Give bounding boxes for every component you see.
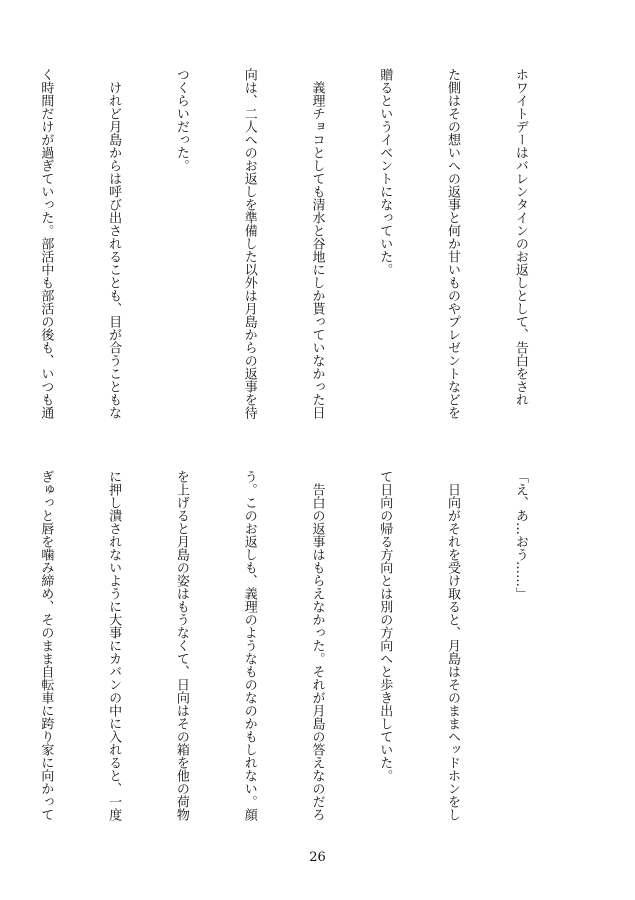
text-line: 向は、二人へのお返しを準備した以外は月島からの返事を待 (241, 68, 257, 419)
text-line: た側はその想いへの返事と何か甘いものやプレゼントなどを (445, 68, 461, 419)
text-line: 告白の返事はもらえなかった。それが月島の答えなのだろ (309, 470, 325, 821)
text-line: 贈るというイベントになっていた。 (377, 68, 393, 276)
text-line: に押し潰されないように大事にカバンの中に入れると、一度 (106, 470, 122, 821)
text-line: ホワイトデーはバレンタインのお返しとして、告白をされ (512, 68, 528, 406)
text-line: 日向がそれを受け取ると、月島はそのままヘッドホンをし (445, 470, 461, 821)
upper-text-block (38, 68, 576, 446)
text-line: けれど月島からは呼び出されることも、目が合うこともな (106, 68, 122, 419)
text-line: う。このお返しも、義理のようなものなのかもしれない。顔 (241, 470, 257, 821)
text-line: 「え、あ…おう……」 (512, 470, 528, 600)
text-line: て日向の帰る方向とは別の方向へと歩き出していた。 (377, 470, 393, 782)
lower-text-block (38, 470, 576, 830)
page-number: 26 (309, 850, 326, 865)
text-line: を上げると月島の姿はもうなくて、日向はその箱を他の荷物 (173, 470, 189, 821)
text-line: 義理チョコとしても清水と谷地にしか貰っていなかった日 (309, 68, 325, 419)
text-line: つくらいだった。 (173, 68, 189, 172)
text-line: く時間だけが過ぎていった。部活中も部活の後も、いつも通 (38, 68, 54, 419)
text-line: ぎゅっと唇を噛み締め、そのまま自転車に跨り家に向かって (38, 470, 54, 821)
